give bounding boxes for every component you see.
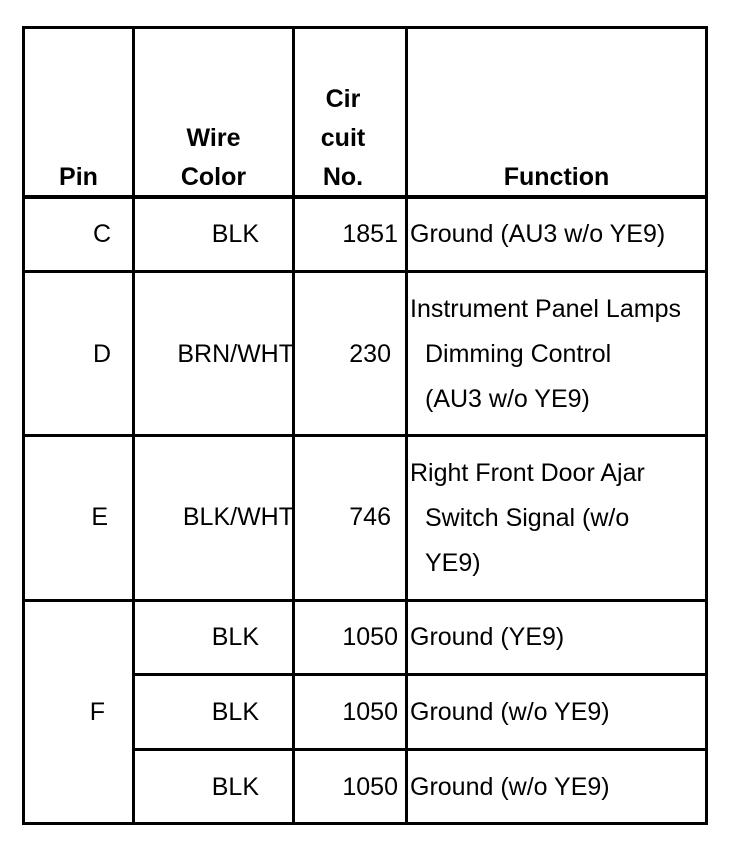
wire-color-cell: BLK: [211, 623, 259, 651]
function-line: (AU3 w/o YE9): [425, 385, 590, 413]
header-circuit-no: [295, 80, 391, 197]
function-cell: [410, 215, 710, 253]
function-line: Ground (w/o YE9): [410, 773, 610, 801]
row-divider: [132, 673, 708, 676]
wire-color-cell: BLK: [211, 698, 259, 726]
function-line: YE9): [425, 549, 481, 577]
function-line: Switch Signal (w/o: [425, 504, 630, 532]
function-cell: [410, 451, 706, 586]
header-function-text: Function: [503, 163, 610, 191]
header-circuit-line: No.: [322, 163, 364, 191]
function-cell: [410, 693, 706, 731]
circuit-cell: 1050: [342, 623, 398, 651]
header-wire-color-line: Color: [180, 163, 247, 191]
function-cell: [410, 768, 706, 806]
header-circuit-line: cuit: [320, 124, 366, 152]
wire-color-cell: BLK/WHT: [182, 503, 294, 531]
header-circuit-line: Cir: [325, 85, 361, 113]
pin-cell: F: [89, 698, 105, 726]
row-divider: [22, 599, 708, 602]
function-cell: [410, 618, 706, 656]
header-wire-color: [135, 119, 292, 197]
header-pin: [25, 158, 132, 197]
table-border-bottom: [22, 822, 708, 825]
wire-color-cell: BLK: [211, 773, 259, 801]
row-divider: [22, 434, 708, 437]
pin-cell: E: [91, 503, 108, 531]
function-line: Ground (AU3 w/o YE9): [410, 220, 666, 248]
header-function: [408, 158, 705, 197]
circuit-cell: 1050: [342, 773, 398, 801]
circuit-cell: 230: [349, 340, 391, 368]
header-wire-color-line: Wire: [186, 124, 241, 152]
circuit-cell: 1851: [342, 220, 398, 248]
pinout-table: [22, 26, 708, 825]
row-divider: [132, 748, 708, 751]
pin-cell: C: [92, 220, 111, 248]
wire-color-cell: BLK: [211, 220, 259, 248]
function-line: Ground (w/o YE9): [410, 698, 610, 726]
function-line: Dimming Control: [425, 340, 612, 368]
table-border-top: [22, 26, 708, 29]
function-cell: [410, 287, 710, 422]
column-divider: [405, 26, 408, 825]
circuit-cell: 746: [349, 503, 391, 531]
circuit-cell: 1050: [342, 698, 398, 726]
row-divider: [22, 270, 708, 273]
function-line: Instrument Panel Lamps: [410, 295, 681, 323]
function-line: Right Front Door Ajar: [410, 459, 645, 487]
function-line: Ground (YE9): [410, 623, 565, 651]
wire-color-cell: BRN/WHT: [177, 340, 294, 368]
header-pin-text: Pin: [59, 163, 98, 191]
pin-cell: D: [92, 340, 111, 368]
